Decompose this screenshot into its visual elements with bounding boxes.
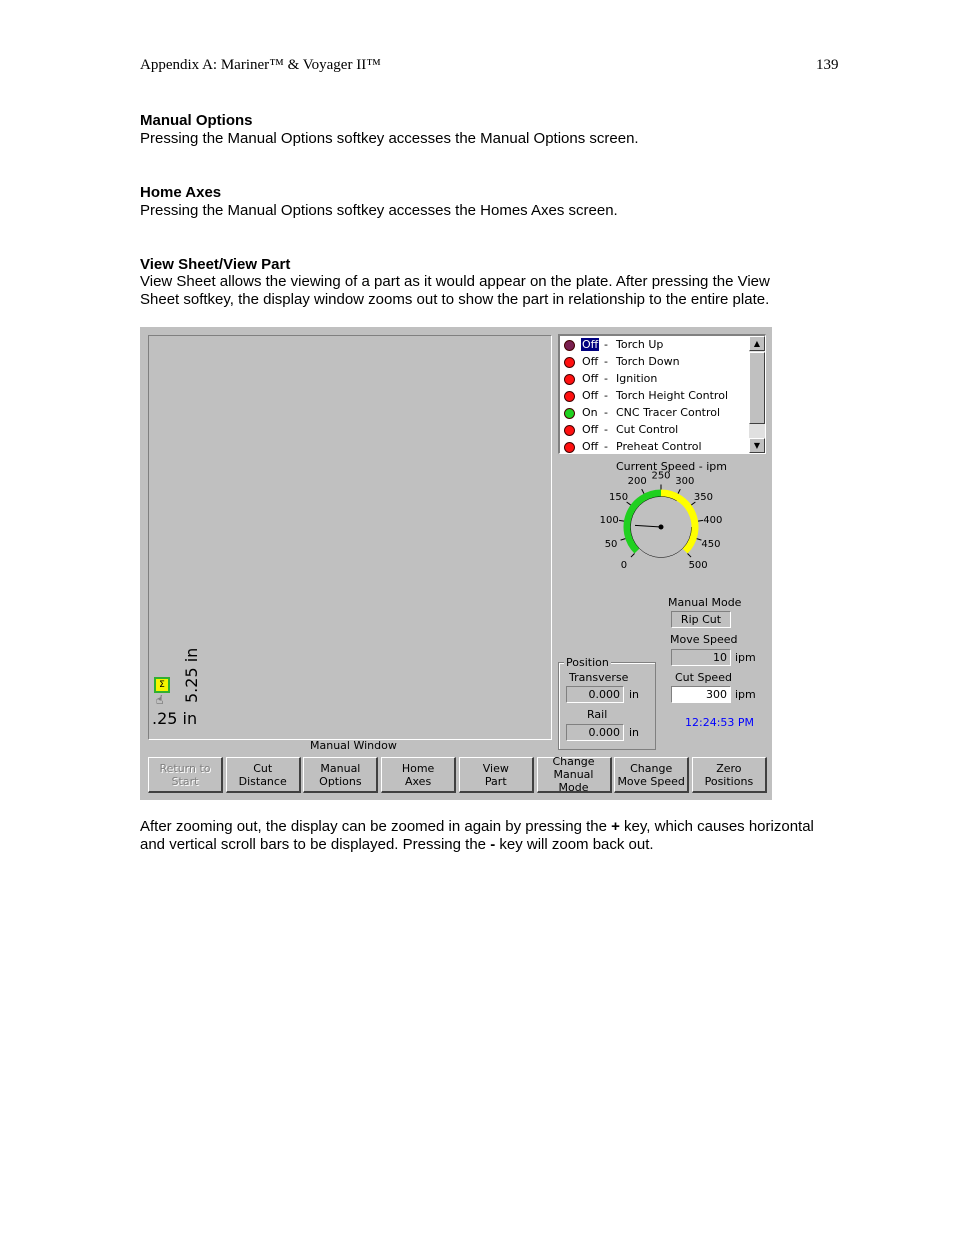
gauge-tick-label: 50 [604, 539, 618, 551]
gauge-tick [698, 520, 703, 521]
dimension-vertical: 5.25 in [182, 647, 201, 703]
status-separator: - [604, 440, 608, 453]
gauge-tick-label: 200 [627, 476, 647, 488]
gauge-title: Current Speed - ipm [616, 460, 728, 473]
clock-readout: 12:24:53 PM [685, 716, 755, 729]
rail-unit: in [629, 726, 640, 739]
status-led-icon [564, 357, 575, 368]
status-led-icon [564, 408, 575, 419]
status-state: Off [582, 389, 599, 402]
status-name: Torch Down [616, 355, 680, 368]
softkey-button-6[interactable] [537, 757, 612, 793]
gauge-tick-label: 400 [703, 514, 723, 526]
running-header: Appendix A: Mariner™ & Voyager II™ [140, 57, 381, 73]
status-state: Off [582, 338, 599, 351]
gauge-tick-label: 300 [675, 476, 695, 488]
heading-manual-options: Manual Options [140, 112, 253, 129]
status-name: Torch Height Control [616, 389, 728, 402]
scroll-up-icon[interactable]: ▲ [749, 336, 765, 351]
page-number: 139 [816, 57, 839, 73]
para-home-axes: Pressing the Manual Options softkey accesses the Homes Axes screen. [140, 202, 618, 219]
status-state: Off [582, 440, 599, 453]
list-item[interactable] [564, 388, 754, 405]
status-name: CNC Tracer Control [616, 406, 721, 419]
softkey-label: Return to Start [159, 761, 211, 788]
dimension-horizontal: .25 in [152, 709, 198, 728]
status-name: Torch Up [616, 338, 664, 351]
status-name: Ignition [616, 372, 658, 385]
softkey-label: Change Move Speed [617, 761, 685, 788]
status-led-icon [564, 391, 575, 402]
gauge-tick-label: 250 [651, 470, 671, 482]
torch-marker-icon: Σ [154, 677, 170, 693]
hand-cursor-icon: ☝ [156, 693, 164, 707]
list-item[interactable] [564, 422, 754, 439]
gauge-tick-label: 350 [693, 492, 714, 504]
manual-mode-label: Manual Mode [668, 596, 742, 609]
softkey-label: Cut Distance [238, 761, 287, 788]
list-item[interactable] [564, 371, 754, 388]
gauge-hub [659, 525, 664, 530]
cut-speed-unit: ipm [735, 688, 756, 701]
cnc-screen-screenshot [140, 327, 772, 800]
zoom-text-3: key will zoom back out. [495, 836, 654, 853]
gauge-tick-label: 100 [599, 514, 619, 526]
list-item[interactable] [564, 439, 754, 454]
gauge-needle [635, 525, 661, 527]
scroll-down-icon[interactable]: ▼ [749, 438, 765, 453]
status-separator: - [604, 372, 608, 385]
gauge-tick [619, 520, 624, 521]
status-separator: - [604, 355, 608, 368]
gauge-tick-label: 150 [608, 492, 629, 504]
list-scrollbar[interactable] [749, 336, 765, 453]
softkey-label: Home Axes [401, 761, 435, 788]
list-item[interactable] [564, 405, 754, 422]
softkey-button-2[interactable] [226, 757, 301, 793]
gauge-yellow-band [661, 493, 695, 551]
transverse-label: Transverse [569, 671, 629, 684]
softkey-label: Zero Positions [704, 761, 754, 788]
speed-gauge [580, 467, 730, 577]
status-state: Off [582, 355, 599, 368]
heading-home-axes: Home Axes [140, 184, 222, 201]
manual-mode-field: Rip Cut [671, 611, 731, 628]
softkey-button-5[interactable] [459, 757, 534, 793]
move-speed-unit: ipm [735, 651, 756, 664]
status-separator: - [604, 389, 608, 402]
cut-speed-input[interactable]: 300 [671, 686, 731, 703]
status-separator: - [604, 406, 608, 419]
gauge-tick [688, 554, 692, 558]
softkey-button-1[interactable] [148, 757, 223, 793]
rail-field: 0.000 [566, 724, 624, 741]
manual-window-label: Manual Window [310, 739, 397, 752]
move-speed-field: 10 [671, 649, 731, 666]
gauge-tick [631, 554, 635, 558]
status-separator: - [604, 423, 608, 436]
status-led-icon [564, 374, 575, 385]
softkey-button-4[interactable] [381, 757, 456, 793]
status-name: Preheat Control [616, 440, 702, 453]
plus-key: + [611, 818, 620, 835]
move-speed-label: Move Speed [670, 633, 738, 646]
gauge-tick-label: 500 [688, 560, 708, 572]
gauge-tick [678, 489, 680, 493]
softkey-label: Change Manual Mode [552, 755, 595, 794]
softkey-button-3[interactable] [303, 757, 378, 793]
softkey-label: Manual Options [319, 761, 362, 788]
heading-view-sheet: View Sheet/View Part [140, 256, 291, 273]
scroll-thumb[interactable] [749, 352, 765, 424]
cut-speed-label: Cut Speed [675, 671, 732, 684]
io-status-list[interactable] [558, 334, 766, 454]
list-item[interactable] [564, 354, 754, 371]
para-zoom [140, 818, 820, 854]
gauge-tick [621, 539, 626, 541]
status-led-icon [564, 340, 575, 351]
status-state: Off [582, 372, 599, 385]
zoom-text-1: After zooming out, the display can be zoomed in again by pressing the [140, 818, 612, 835]
status-state: Off [582, 423, 599, 436]
status-state: On [582, 406, 598, 419]
position-title: Position [566, 656, 609, 669]
softkey-label: View Part [482, 761, 509, 788]
softkey-button-7[interactable] [614, 757, 689, 793]
rail-label: Rail [587, 708, 608, 721]
list-item[interactable] [564, 337, 754, 354]
status-separator: - [604, 338, 608, 351]
para-view-sheet: View Sheet allows the viewing of a part as it would appear on the plate. After pressing the View Sheet softkey, the display window zooms out to show the part in relationship to the entire plate. [140, 273, 770, 308]
status-led-icon [564, 442, 575, 453]
transverse-field: 0.000 [566, 686, 624, 703]
zoom-text-2: key, which causes horizontal and vertical scroll bars to be displayed. Pressing the [140, 818, 814, 853]
gauge-tick [642, 489, 644, 493]
status-led-icon [564, 425, 575, 436]
gauge-tick-label: 0 [620, 560, 628, 572]
manual-window[interactable] [148, 335, 552, 740]
minus-key: - [490, 836, 496, 853]
gauge-tick-label: 450 [701, 539, 721, 551]
para-manual-options: Pressing the Manual Options softkey accesses the Manual Options screen. [140, 130, 639, 147]
softkey-button-8[interactable] [692, 757, 767, 793]
status-name: Cut Control [616, 423, 679, 436]
transverse-unit: in [629, 688, 640, 701]
